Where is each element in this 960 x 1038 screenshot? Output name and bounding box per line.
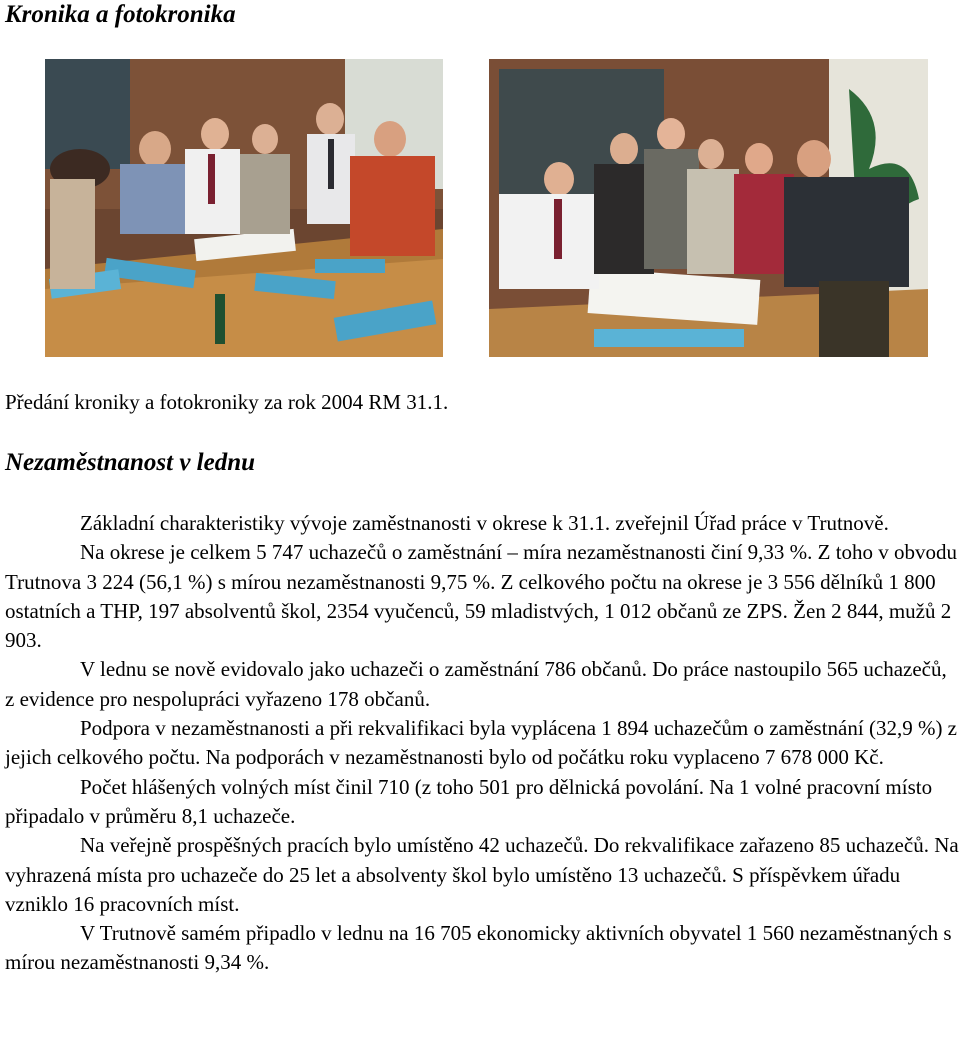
- article-body: [5, 509, 960, 978]
- paragraph: Na okrese je celkem 5 747 uchazečů o zaměstnání – míra nezaměstnanosti činí 9,33 %. Z toho v obvodu Trutnova 3 224 (56,1 %) s mírou nezaměstnanosti 9,75 %. Z celkového počtu na okrese je 3 556 dělníků 1 800 ostatních a THP, 197 absolventů škol, 2354 vyučenců, 59 mladistvých, 1 012 občanů ze ZPS. Žen 2 844, mužů 2 903.: [5, 540, 958, 653]
- paragraph: Počet hlášených volných míst činil 710 (z toho 501 pro dělnická povolání. Na 1 volné pracovní místo připadalo v průměru 8,1 uchazeče.: [5, 774, 933, 828]
- photo-handover-right: [489, 59, 928, 357]
- paragraph: Na veřejně prospěšných pracích bylo umístěno 42 uchazečů. Do rekvalifikace zařazeno 85 uchazečů. Na vyhrazená místa pro uchazeče do 25 let a absolventy škol bylo umístěno 13 uchazečů. S příspěvkem úřadu vzniklo 16 pracovních míst.: [5, 833, 959, 916]
- photo-caption: Předání kroniky a fotokroniky za rok 2004 RM 31.1.: [5, 390, 449, 414]
- section-title: Kronika a fotokronika: [5, 1, 236, 28]
- paragraph: V Trutnově samém připadlo v lednu na 16 705 ekonomicky aktivních obyvatel 1 560 nezaměstnaných s mírou nezaměstnanosti 9,34 %.: [5, 921, 952, 975]
- paragraph: V lednu se nově evidovalo jako uchazeči o zaměstnání 786 občanů. Do práce nastoupilo 565 uchazečů, z evidence pro nespolupráci vyřazeno 178 občanů.: [5, 657, 947, 711]
- photo-handover-left: [45, 59, 443, 357]
- article-title: Nezaměstnanost v lednu: [5, 449, 256, 476]
- paragraph: Základní charakteristiky vývoje zaměstnanosti v okrese k 31.1. zveřejnil Úřad práce v Trutnově.: [80, 511, 889, 535]
- paragraph: Podpora v nezaměstnanosti a při rekvalifikaci byla vyplácena 1 894 uchazečům o zaměstnání (32,9 %) z jejich celkového počtu. Na podporách v nezaměstnanosti bylo od počátku roku vyplaceno 7 678 000 Kč.: [5, 716, 958, 770]
